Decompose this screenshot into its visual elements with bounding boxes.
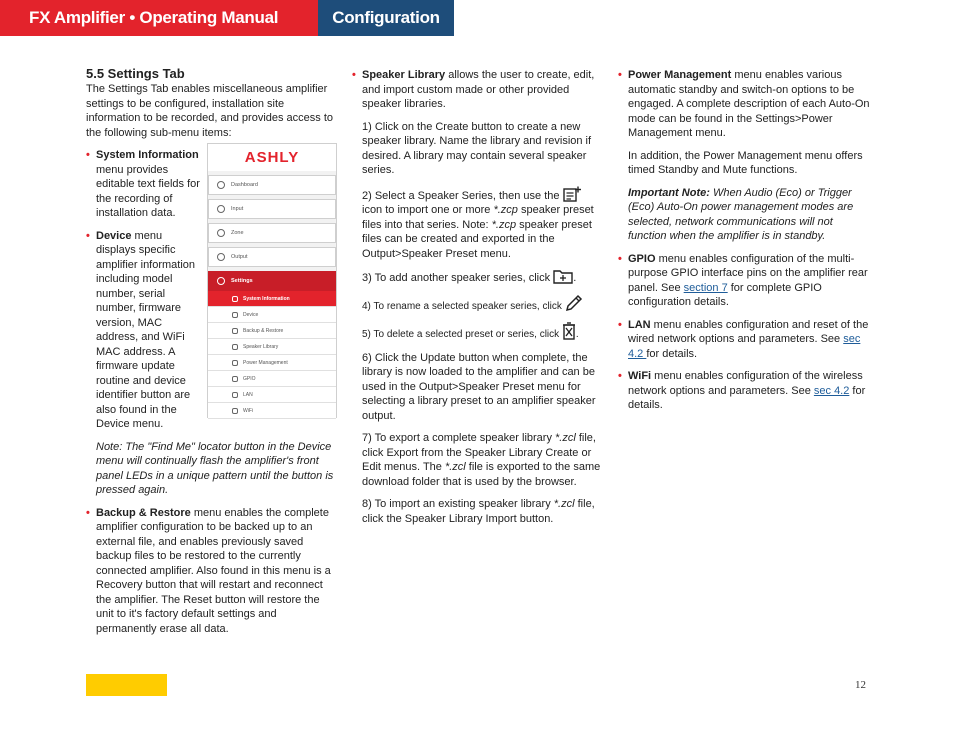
bullet-dot: • bbox=[86, 506, 90, 519]
pencil-icon bbox=[565, 294, 583, 312]
ashly-logo: ASHLY bbox=[208, 144, 336, 171]
settings-menu-screenshot bbox=[207, 143, 337, 418]
important-note: Important Note: When Audio (Eco) or Trigger (Eco) Auto-On power management modes are selected, network communications will not function when the amplifier is in standby. bbox=[628, 186, 854, 242]
section-7-link[interactable]: section 7 bbox=[683, 281, 728, 294]
bullet-dot: • bbox=[618, 370, 622, 382]
gear-icon bbox=[217, 277, 225, 285]
menu-settings: Settings bbox=[208, 271, 336, 291]
step-4: 4) To rename a selected speaker series, click bbox=[352, 294, 602, 315]
input-icon bbox=[217, 205, 225, 213]
gpio-icon bbox=[232, 376, 238, 382]
dashboard-icon bbox=[217, 181, 225, 189]
submenu-backup-restore: Backup & Restore bbox=[208, 323, 336, 339]
menu-output: Output bbox=[208, 247, 336, 267]
step-7: 7) To export a complete speaker library *.zcl file, click Export from the Speaker Library Create or Edit menus. The *.zcl file is exported to the same download folder that is used by the browser. bbox=[362, 432, 601, 488]
submenu-power-management: Power Management bbox=[208, 355, 336, 371]
step-3: 3) To add another speaker series, click . bbox=[352, 269, 602, 286]
power-icon bbox=[232, 360, 238, 366]
step-8: 8) To import an existing speaker library *.zcl file, click the Speaker Library Import button. bbox=[362, 498, 595, 525]
wifi-icon bbox=[232, 408, 238, 414]
bullet-wifi: • WiFi menu enables configuration of the wireless network options and parameters. See sec 4.2 for details. bbox=[618, 370, 866, 411]
bullet-dot: • bbox=[86, 229, 90, 242]
device-icon bbox=[232, 312, 238, 318]
step-1: 1) Click on the Create button to create a new speaker library. Name the library and revision if desired. A library may contain several speaker series. bbox=[362, 120, 592, 176]
manual-title-banner: FX Amplifier • Operating Manual bbox=[0, 0, 318, 36]
submenu-wifi: WiFi bbox=[208, 403, 336, 419]
menu-zone: Zone bbox=[208, 223, 336, 243]
bullet-dot: • bbox=[618, 69, 622, 81]
intro-paragraph: The Settings Tab enables miscellaneous amplifier settings to be configured, installation site information to be recorded, and provides access to the following sub-menu items: bbox=[86, 83, 334, 139]
cloud-icon bbox=[232, 328, 238, 334]
lan-icon bbox=[232, 392, 238, 398]
bullet-device: • Device menu displays specific amplifier information including model number, serial number, firmware version, MAC address, and WiFi MAC address. A firmware update routine and device identifier button are also found in the Device menu. bbox=[86, 229, 196, 430]
speaker-icon bbox=[232, 344, 238, 350]
delete-icon bbox=[562, 322, 576, 340]
find-me-note: Note: The "Find Me" locator button in the Device menu will continually flash the amplifier's front panel LEDs in a unique pattern until the button is pressed again. bbox=[96, 440, 334, 496]
submenu-gpio: GPIO bbox=[208, 371, 336, 387]
bullet-power-management: • Power Management menu enables various automatic standby and switch-on options to be engaged. A complete description of each Auto-On mode can be found in the Settings>Power Management menu. bbox=[618, 69, 870, 139]
zone-icon bbox=[217, 229, 225, 237]
sec-4-2-link-lan[interactable]: sec 4.2 bbox=[628, 333, 861, 360]
bullet-dot: • bbox=[618, 252, 622, 265]
bullet-dot: • bbox=[86, 149, 90, 161]
add-folder-icon bbox=[553, 269, 573, 284]
footer-accent-bar bbox=[86, 674, 167, 696]
bullet-system-information: • System Information menu provides editable text fields for the recording of installation data. bbox=[86, 149, 200, 219]
output-icon bbox=[217, 253, 225, 261]
bullet-gpio: • GPIO menu enables configuration of the multi-purpose GPIO interface pins on the amplifier rear panel. See section 7 for complete GPIO configuration details. bbox=[618, 252, 868, 308]
bullet-backup-restore: • Backup & Restore menu enables the complete amplifier configuration to be backed up to an external file, and enables previously saved backup files to be restored to the currently connected amplifier. Also found in this menu is a Recovery button that will restart and reconnect the amplifier. The Reset button will restore the unit to it's factory default settings and permanently erase all data. bbox=[86, 506, 331, 635]
step-5: 5) To delete a selected preset or series, click . bbox=[352, 322, 602, 343]
column-right bbox=[618, 68, 870, 413]
bullet-lan: • LAN menu enables configuration and reset of the wired network options and parameters. See sec 4.2 for details. bbox=[618, 318, 869, 360]
submenu-lan: LAN bbox=[208, 387, 336, 403]
section-banner: Configuration bbox=[318, 0, 454, 36]
power-management-more: In addition, the Power Management menu offers timed Standby and Mute functions. bbox=[628, 149, 863, 176]
column-middle bbox=[352, 68, 602, 526]
add-list-icon bbox=[563, 186, 581, 202]
menu-dashboard: Dashboard bbox=[208, 175, 336, 195]
menu-input: Input bbox=[208, 199, 336, 219]
submenu-system-information: System Information bbox=[208, 291, 336, 307]
submenu-device: Device bbox=[208, 307, 336, 323]
info-icon bbox=[232, 296, 238, 302]
submenu-speaker-library: Speaker Library bbox=[208, 339, 336, 355]
step-2: 2) Select a Speaker Series, then use the icon to import one or more *.zcp speaker preset files into that series. Note: *.zcp speaker preset files can be created and exported in the Output>Speaker Preset menu. bbox=[352, 186, 602, 262]
step-6: 6) Click the Update button when complete, the library is now loaded to the amplifier and can be used in the Output>Speaker Preset menu for selecting a library preset to an amplifier speaker output. bbox=[362, 351, 596, 422]
page-number: 12 bbox=[855, 679, 866, 691]
bullet-speaker-library: • Speaker Library allows the user to create, edit, and import custom made or other provided speaker libraries. bbox=[352, 69, 595, 110]
section-heading: 5.5 Settings Tab bbox=[86, 66, 185, 81]
sec-4-2-link-wifi[interactable]: sec 4.2 bbox=[813, 384, 850, 397]
bullet-dot: • bbox=[618, 318, 622, 331]
bullet-dot: • bbox=[352, 69, 356, 81]
